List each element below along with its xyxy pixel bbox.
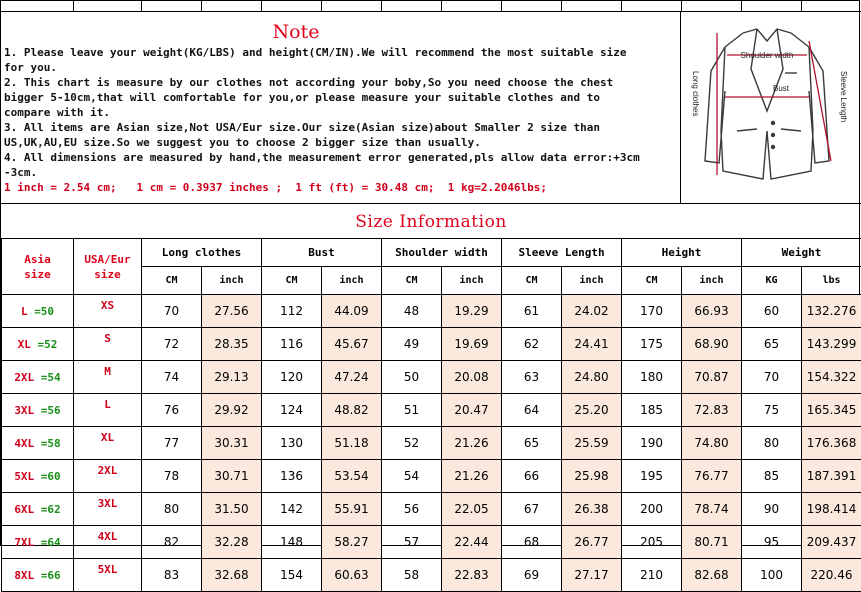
measurement-cell: 58 (382, 559, 442, 592)
measurement-cell: 72.83 (682, 394, 742, 427)
measurement-cell: 132.276 (802, 295, 861, 328)
asia-size-number: =56 (41, 404, 61, 417)
measurement-cell: 32.68 (202, 559, 262, 592)
measurement-cell: 22.83 (442, 559, 502, 592)
jacket-diagram-svg (681, 11, 861, 203)
note-line: 2. This chart is measure by our clothes not according your boby,So you need choose the chest (4, 75, 679, 90)
measurement-cell: 68 (502, 526, 562, 559)
asia-size-cell (2, 493, 74, 526)
asia-size-header: Asia size (2, 239, 74, 295)
measurement-cell: 64 (502, 394, 562, 427)
table-row (2, 295, 861, 328)
unit-header: CM (382, 267, 442, 295)
asia-size-number: =60 (41, 470, 61, 483)
measurement-cell: 187.391 (802, 460, 861, 493)
measurement-cell: 176.368 (802, 427, 861, 460)
measurement-cell: 25.59 (562, 427, 622, 460)
note-line: -3cm. (4, 165, 679, 180)
measurement-cell: 61 (502, 295, 562, 328)
measurement-cell: 30.31 (202, 427, 262, 460)
measurement-cell: 66 (502, 460, 562, 493)
measurement-cell: 26.77 (562, 526, 622, 559)
strip-divider (801, 1, 802, 11)
strip-divider (201, 1, 202, 11)
measurement-cell: 67 (502, 493, 562, 526)
measurement-cell: 65 (502, 427, 562, 460)
measurement-cell: 198.414 (802, 493, 861, 526)
header-sleeve-length: Sleeve Length (502, 239, 622, 267)
strip-divider (561, 1, 562, 11)
asia-size-cell (2, 460, 74, 493)
measurement-cell: 25.98 (562, 460, 622, 493)
measurement-cell: 170 (622, 295, 682, 328)
unit-header: CM (502, 267, 562, 295)
strip-divider (501, 1, 502, 11)
strip-divider (441, 1, 442, 11)
measurement-cell: 136 (262, 460, 322, 493)
usa-eur-size-cell: S (74, 328, 142, 361)
unit-header: inch (322, 267, 382, 295)
jacket-measurement-diagram (681, 11, 861, 203)
asia-size-cell (2, 295, 74, 328)
table-row (2, 559, 861, 592)
measurement-cell: 80 (142, 493, 202, 526)
measurement-cell: 148 (262, 526, 322, 559)
asia-size-cell (2, 559, 74, 592)
table-row (2, 460, 861, 493)
usa-eur-size-cell: 4XL (74, 526, 142, 559)
measurement-cell: 72 (142, 328, 202, 361)
measurement-cell: 70.87 (682, 361, 742, 394)
asia-size-label: L (21, 305, 28, 318)
measurement-cell: 143.299 (802, 328, 861, 361)
unit-header: inch (442, 267, 502, 295)
sleeve-length-label: Sleeve Length (839, 71, 848, 122)
header-weight: Weight (742, 239, 861, 267)
strip-divider (261, 1, 262, 11)
unit-header: KG (742, 267, 802, 295)
table-row (2, 493, 861, 526)
asia-size-cell (2, 394, 74, 427)
strip-divider (141, 1, 142, 11)
measurement-cell: 51.18 (322, 427, 382, 460)
measurement-cell: 190 (622, 427, 682, 460)
measurement-cell: 51 (382, 394, 442, 427)
note-line: 4. All dimensions are measured by hand,the measurement error generated,pls allow data error:+3cm (4, 150, 679, 165)
header-height: Height (622, 239, 742, 267)
usa-eur-size-cell: L (74, 394, 142, 427)
asia-size-label: XL (18, 338, 31, 351)
measurement-cell: 45.67 (322, 328, 382, 361)
usa-eur-size-cell: 5XL (74, 559, 142, 592)
measurement-cell: 60 (742, 295, 802, 328)
asia-size-label: 4XL (14, 437, 34, 450)
measurement-cell: 58.27 (322, 526, 382, 559)
unit-header: inch (202, 267, 262, 295)
measurement-cell: 95 (742, 526, 802, 559)
measurement-cell: 56 (382, 493, 442, 526)
asia-size-cell (2, 361, 74, 394)
unit-conversion-line: 1 inch = 2.54 cm; 1 cm = 0.3937 inches ; 1 ft (ft) = 30.48 cm; 1 kg=2.2046lbs; (4, 180, 679, 195)
measurement-cell: 19.29 (442, 295, 502, 328)
measurement-cell: 29.92 (202, 394, 262, 427)
usa-eur-size-cell: 3XL (74, 493, 142, 526)
measurement-cell: 24.41 (562, 328, 622, 361)
measurement-cell: 78.74 (682, 493, 742, 526)
asia-size-number: =66 (41, 569, 61, 582)
measurement-cell: 112 (262, 295, 322, 328)
asia-size-label: 5XL (14, 470, 34, 483)
measurement-cell: 220.46 (802, 559, 861, 592)
usa-eur-size-header: USA/Eur size (74, 239, 142, 295)
table-row (2, 394, 861, 427)
strip-divider (621, 1, 622, 11)
measurement-cell: 22.44 (442, 526, 502, 559)
measurement-cell: 82.68 (682, 559, 742, 592)
usa-eur-size-cell: M (74, 361, 142, 394)
table-row (2, 526, 861, 559)
measurement-cell: 76 (142, 394, 202, 427)
note-body (4, 45, 679, 195)
measurement-cell: 130 (262, 427, 322, 460)
measurement-cell: 26.38 (562, 493, 622, 526)
measurement-cell: 54 (382, 460, 442, 493)
measurement-cell: 30.71 (202, 460, 262, 493)
measurement-cell: 52 (382, 427, 442, 460)
measurement-cell: 50 (382, 361, 442, 394)
measurement-cell: 70 (742, 361, 802, 394)
note-line: for you. (4, 60, 679, 75)
unit-header: inch (562, 267, 622, 295)
measurement-cell: 195 (622, 460, 682, 493)
measurement-cell: 66.93 (682, 295, 742, 328)
strip-divider (381, 1, 382, 11)
header-long-clothes: Long clothes (142, 239, 262, 267)
usa-eur-size-cell: XS (74, 295, 142, 328)
note-line: 1. Please leave your weight(KG/LBS) and height(CM/IN).We will recommend the most suitable size (4, 45, 679, 60)
measurement-cell: 49 (382, 328, 442, 361)
measurement-cell: 74 (142, 361, 202, 394)
long-clothes-label: Long clothes (691, 71, 700, 116)
measurement-cell: 142 (262, 493, 322, 526)
measurement-cell: 80 (742, 427, 802, 460)
measurement-cell: 48.82 (322, 394, 382, 427)
measurement-cell: 20.08 (442, 361, 502, 394)
asia-size-number: =52 (38, 338, 58, 351)
asia-size-cell (2, 526, 74, 559)
measurement-cell: 175 (622, 328, 682, 361)
measurement-cell: 27.56 (202, 295, 262, 328)
measurement-cell: 75 (742, 394, 802, 427)
measurement-cell: 116 (262, 328, 322, 361)
measurement-cell: 29.13 (202, 361, 262, 394)
size-information-title: Size Information (1, 203, 861, 238)
measurement-cell: 180 (622, 361, 682, 394)
measurement-cell: 69 (502, 559, 562, 592)
asia-size-number: =54 (41, 371, 61, 384)
unit-header: lbs (802, 267, 861, 295)
measurement-cell: 82 (142, 526, 202, 559)
measurement-cell: 68.90 (682, 328, 742, 361)
unit-header: CM (262, 267, 322, 295)
measurement-cell: 53.54 (322, 460, 382, 493)
unit-header: CM (142, 267, 202, 295)
asia-size-label: 7XL (14, 536, 34, 549)
asia-size-label: 6XL (14, 503, 34, 516)
measurement-cell: 25.20 (562, 394, 622, 427)
measurement-cell: 120 (262, 361, 322, 394)
measurement-cell: 210 (622, 559, 682, 592)
measurement-cell: 100 (742, 559, 802, 592)
usa-eur-size-cell: XL (74, 427, 142, 460)
asia-size-cell (2, 328, 74, 361)
measurement-cell: 90 (742, 493, 802, 526)
note-title: Note (1, 21, 591, 43)
table-row (2, 361, 861, 394)
asia-size-number: =62 (41, 503, 61, 516)
jacket-buttons (771, 121, 775, 149)
measurement-cell: 24.02 (562, 295, 622, 328)
measurement-cell: 32.28 (202, 526, 262, 559)
measurement-cell: 80.71 (682, 526, 742, 559)
measurement-cell: 185 (622, 394, 682, 427)
measurement-cell: 24.80 (562, 361, 622, 394)
measurement-cell: 83 (142, 559, 202, 592)
usa-eur-size-cell: 2XL (74, 460, 142, 493)
measurement-cell: 65 (742, 328, 802, 361)
measurement-cell: 70 (142, 295, 202, 328)
measurement-cell: 124 (262, 394, 322, 427)
note-line: US,UK,AU,EU size.So we suggest you to choose 2 bigger size than usually. (4, 135, 679, 150)
header-bust: Bust (262, 239, 382, 267)
measurement-cell: 85 (742, 460, 802, 493)
measurement-cell: 20.47 (442, 394, 502, 427)
measurement-cell: 21.26 (442, 427, 502, 460)
strip-divider (73, 1, 74, 11)
measurement-cell: 77 (142, 427, 202, 460)
note-line: compare with it. (4, 105, 679, 120)
measurement-cell: 55.91 (322, 493, 382, 526)
asia-size-label: 8XL (14, 569, 34, 582)
measurement-cell: 78 (142, 460, 202, 493)
note-line: 3. All items are Asian size,Not USA/Eur size.Our size(Asian size)about Smaller 2 size than (4, 120, 679, 135)
measurement-cell: 22.05 (442, 493, 502, 526)
measurement-cell: 209.437 (802, 526, 861, 559)
strip-divider (681, 1, 682, 11)
measurement-cell: 63 (502, 361, 562, 394)
unit-header: inch (682, 267, 742, 295)
measurement-cell: 154.322 (802, 361, 861, 394)
measurement-cell: 21.26 (442, 460, 502, 493)
measurement-cell: 154 (262, 559, 322, 592)
unit-header: CM (622, 267, 682, 295)
asia-size-cell (2, 427, 74, 460)
measurement-cell: 74.80 (682, 427, 742, 460)
note-line: bigger 5-10cm,that will comfortable for you,or please measure your suitable clothes and to (4, 90, 679, 105)
strip-divider (741, 1, 742, 11)
note-section (1, 11, 681, 203)
asia-size-number: =58 (41, 437, 61, 450)
measurement-cell: 57 (382, 526, 442, 559)
shoulder-width-label: Shoulder width (741, 51, 794, 60)
measurement-cell: 76.77 (682, 460, 742, 493)
header-shoulder-width: Shoulder width (382, 239, 502, 267)
measurement-cell: 31.50 (202, 493, 262, 526)
asia-size-label: 2XL (14, 371, 34, 384)
measurement-cell: 60.63 (322, 559, 382, 592)
measurement-cell: 48 (382, 295, 442, 328)
measurement-cell: 27.17 (562, 559, 622, 592)
measurement-cell: 19.69 (442, 328, 502, 361)
measurement-cell: 44.09 (322, 295, 382, 328)
measurement-cell: 62 (502, 328, 562, 361)
measurement-cell: 205 (622, 526, 682, 559)
asia-size-number: =64 (41, 536, 61, 549)
asia-size-label: 3XL (14, 404, 34, 417)
table-row (2, 328, 861, 361)
asia-size-number: =50 (34, 305, 54, 318)
strip-divider (321, 1, 322, 11)
measurement-cell: 47.24 (322, 361, 382, 394)
bust-label: Bust (773, 84, 790, 93)
measurement-cell: 200 (622, 493, 682, 526)
measurement-cell: 28.35 (202, 328, 262, 361)
table-row (2, 427, 861, 460)
size-table (1, 238, 861, 592)
measurement-cell: 165.345 (802, 394, 861, 427)
